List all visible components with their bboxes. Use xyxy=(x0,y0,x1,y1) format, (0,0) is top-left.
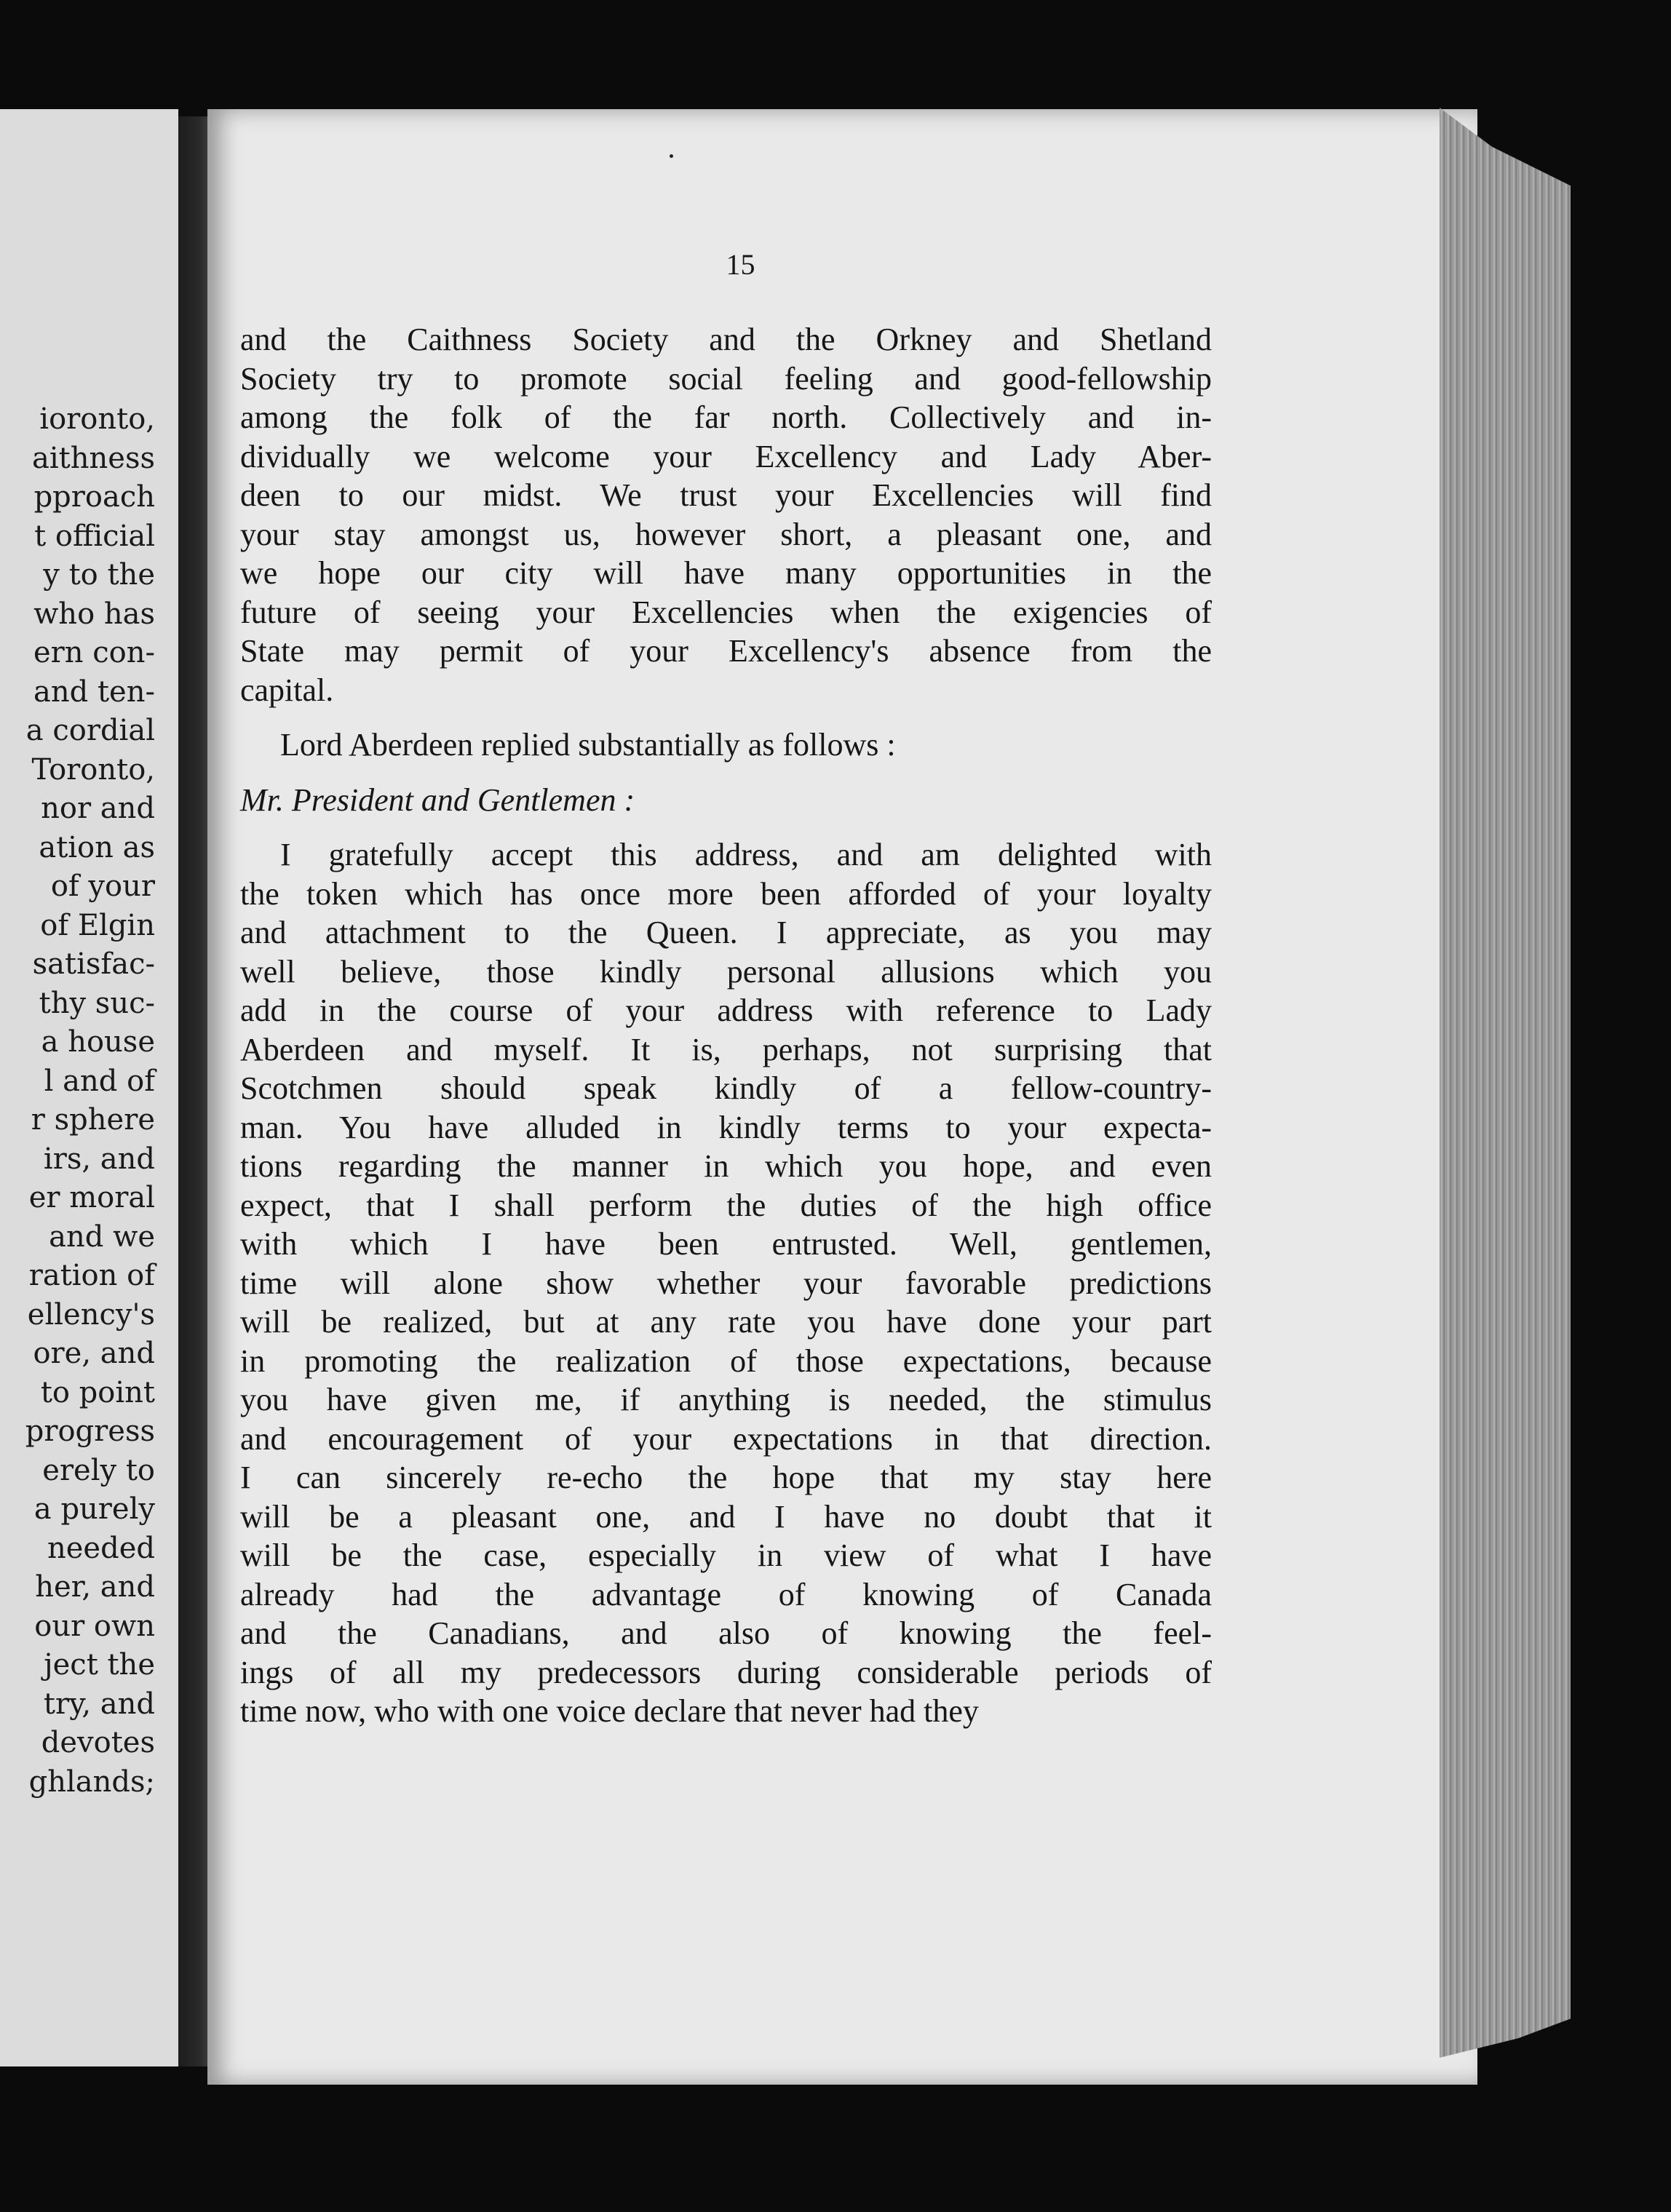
paragraph-reply-line: time will alone show whether your favorable predictions xyxy=(240,1265,1212,1301)
paragraph-reply-line: will be the case, especially in view of what I have xyxy=(240,1537,1212,1573)
left-page-text-fragments xyxy=(0,400,155,1802)
page-edges xyxy=(1440,108,1571,2058)
paragraph-address-close-line: State may permit of your Excellency's absence from the xyxy=(240,633,1212,669)
paragraph-reply-line: in promoting the realization of those expectations, because xyxy=(240,1342,1212,1379)
left-page-fragment: satisfac- xyxy=(32,947,155,981)
paragraph-reply-line: and encouragement of your expectations in that direction. xyxy=(240,1420,1212,1457)
paragraph-address-close xyxy=(240,320,1212,709)
left-page-fragment: l and of xyxy=(44,1064,155,1098)
left-page-fragment: her, and xyxy=(35,1570,155,1604)
scan-speck xyxy=(670,154,673,158)
paragraph-address-close-line: deen to our midst. We trust your Excellencies will find xyxy=(240,477,1212,513)
paragraph-reply-line: ings of all my predecessors during considerable periods of xyxy=(240,1654,1212,1690)
paragraph-reply-line: Scotchmen should speak kindly of a fellow-country- xyxy=(240,1070,1212,1106)
page-content xyxy=(240,247,1212,1731)
paragraph-address-close-line: dividually we welcome your Excellency and Lady Aber- xyxy=(240,438,1212,474)
left-page-fragment: t official xyxy=(34,519,155,553)
left-page-fragment: y to the xyxy=(43,558,155,592)
paragraph-reply-line: with which I have been entrusted. Well, gentlemen, xyxy=(240,1226,1212,1262)
paragraph-address-close-line: among the folk of the far north. Collectively and in- xyxy=(240,399,1212,435)
left-page-fragment: aithness xyxy=(32,441,155,475)
left-page-fragment: a purely xyxy=(33,1492,155,1526)
left-page-fragment: pproach xyxy=(33,480,155,514)
paragraph-address-close-line: future of seeing your Excellencies when the exigencies of xyxy=(240,594,1212,630)
left-page-fragment: and ten- xyxy=(33,675,155,709)
left-facing-page xyxy=(0,109,178,2066)
paragraph-address-close-line: we hope our city will have many opportunities in the xyxy=(240,555,1212,591)
paragraph-reply-line: you have given me, if anything is needed, the stimulus xyxy=(240,1382,1212,1417)
paragraph-reply-line: Aberdeen and myself. It is, perhaps, not surprising that xyxy=(240,1031,1212,1067)
paragraph-reply-line: expect, that I shall perform the duties of the high office xyxy=(240,1187,1212,1223)
left-page-fragment: ioronto, xyxy=(39,402,155,436)
paragraph-reply-line: man. You have alluded in kindly terms to your expecta- xyxy=(240,1109,1212,1145)
paragraph-reply-line: well believe, those kindly personal allusions which you xyxy=(240,953,1212,990)
left-page-fragment: nor and xyxy=(41,792,155,825)
left-page-fragment: er moral xyxy=(28,1181,155,1214)
paragraph-reply-line: already had the advantage of knowing of Canada xyxy=(240,1576,1212,1612)
paragraph-address-close-line: Society try to promote social feeling and good-fellowship xyxy=(240,360,1212,397)
paragraph-reply-line: and the Canadians, and also of knowing the feel- xyxy=(240,1615,1212,1651)
left-page-fragment: needed xyxy=(47,1531,155,1565)
paragraph-reply-line: will be a pleasant one, and I have no doubt that it xyxy=(240,1498,1212,1535)
left-page-fragment: ration of xyxy=(28,1259,155,1292)
paragraph-reply xyxy=(240,835,1212,1731)
left-page-fragment: our own xyxy=(34,1609,155,1643)
left-page-fragment: of Elgin xyxy=(40,908,155,942)
left-page-fragment: a house xyxy=(41,1025,155,1059)
paragraph-reply-line: I gratefully accept this address, and am delighted with xyxy=(280,837,1212,872)
paragraph-reply-line: and attachment to the Queen. I appreciate, as you may xyxy=(240,915,1212,950)
salutation: Mr. President and Gentlemen : xyxy=(240,781,635,818)
paragraph-reply-line: will be realized, but at any rate you have done your part xyxy=(240,1304,1212,1340)
paragraph-address-close-line: capital. xyxy=(240,672,334,708)
paragraph-reply-line: add in the course of your address with reference to Lady xyxy=(240,992,1212,1028)
paragraph-reply-line: tions regarding the manner in which you hope, and even xyxy=(240,1148,1212,1184)
left-page-fragment: ern con- xyxy=(33,636,155,669)
left-page-fragment: and we xyxy=(49,1220,155,1254)
left-page-fragment: ation as xyxy=(39,830,155,864)
left-page-fragment: ghlands; xyxy=(28,1765,155,1799)
left-page-fragment: irs, and xyxy=(43,1142,155,1176)
left-page-fragment: erely to xyxy=(42,1453,155,1487)
left-page-fragment: a cordial xyxy=(25,714,155,747)
paragraph-reply-line: time now, who with one voice declare that never had they xyxy=(240,1693,979,1729)
left-page-fragment: thy suc- xyxy=(39,986,155,1020)
left-page-fragment: try, and xyxy=(43,1687,155,1721)
paragraph-address-close-line: your stay amongst us, however short, a pleasant one, and xyxy=(240,516,1212,552)
left-page-fragment: of your xyxy=(50,870,155,903)
left-page-fragment: devotes xyxy=(41,1726,155,1759)
left-page-fragment: who has xyxy=(33,597,155,631)
left-page-fragment: to point xyxy=(40,1375,155,1409)
left-page-fragment: ject the xyxy=(44,1648,155,1682)
left-page-fragment: ore, and xyxy=(33,1337,155,1370)
left-page-fragment: Toronto, xyxy=(31,752,155,787)
left-page-fragment: ellency's xyxy=(27,1297,155,1332)
paragraph-reply-line: the token which has once more been afforded of your loyalty xyxy=(240,875,1212,912)
page-number: 15 xyxy=(726,248,755,281)
paragraph-address-close-line: and the Caithness Society and the Orkney and Shetland xyxy=(240,322,1212,357)
left-page-fragment: progress xyxy=(25,1415,155,1448)
reply-intro: Lord Aberdeen replied substantially as follows : xyxy=(280,727,896,763)
paragraph-reply-line: I can sincerely re-echo the hope that my stay here xyxy=(240,1460,1212,1495)
left-page-fragment: r sphere xyxy=(31,1103,155,1137)
